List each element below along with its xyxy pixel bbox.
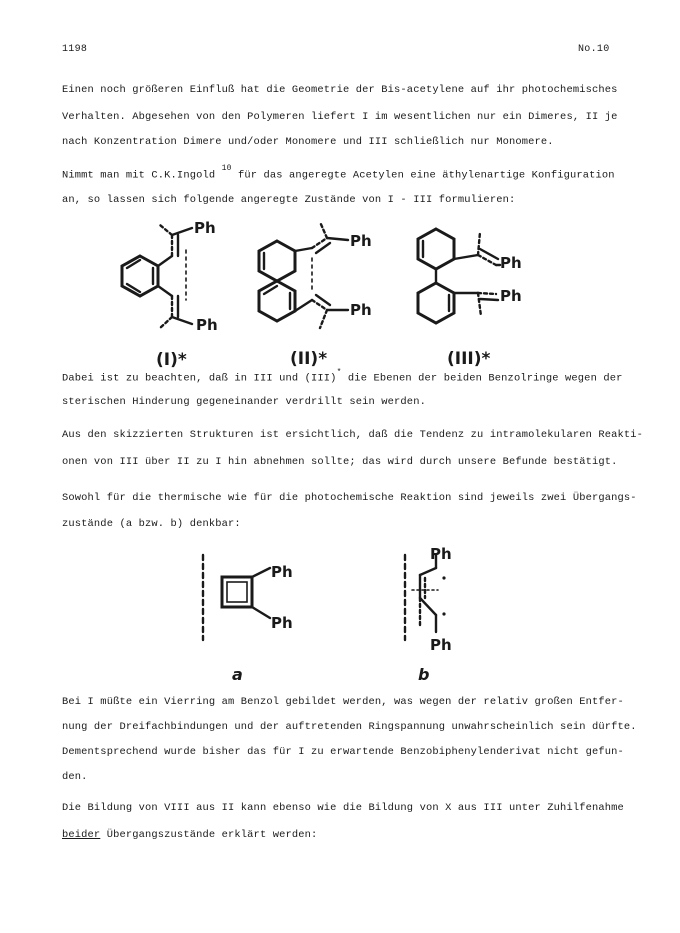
paragraph-3-text-a: Dabei ist zu beachten, daß in III und (III): [62, 372, 337, 385]
ph-label: Ph: [500, 254, 522, 272]
paragraph-2-line-1: [62, 164, 622, 182]
paragraph-7-text-rest: Übergangszustände erklärt werden:: [100, 829, 318, 841]
ph-label: Ph: [194, 219, 216, 237]
structure-label-II: (II)*: [290, 349, 328, 369]
page-number: 1198: [62, 44, 88, 55]
paragraph-3-line-2: sterischen Hinderung gegeneinander verdrillt sein werden.: [62, 396, 426, 408]
paragraph-5-line-1: Sowohl für die thermische wie für die photochemische Reaktion sind jeweils zwei Übergangs-: [62, 492, 637, 504]
paragraph-7-line-1: Die Bildung von VIII aus II kann ebenso wie die Bildung von X aus III unter Zuhilfenahme: [62, 802, 624, 814]
transition-state-a: [203, 555, 270, 640]
structure-I: [122, 225, 192, 328]
asterisk-superscript: *: [336, 368, 342, 377]
paragraph-5-line-2: zustände (a bzw. b) denkbar:: [62, 518, 241, 530]
paragraph-6-line-2: nung der Dreifachbindungen und der auftretenden Ringspannung unwahrscheinlich sein dürfte.: [62, 721, 637, 733]
underlined-word: beider: [62, 829, 101, 841]
structure-II: [259, 222, 348, 328]
paragraph-1-line-3: nach Konzentration Dimere und/oder Monomere und III schließlich nur Monomere.: [62, 136, 554, 148]
paragraph-1-line-2: Verhalten. Abgesehen von den Polymeren liefert I im wesentlichen nur ein Dimeres, II je: [62, 111, 618, 123]
ph-label: Ph: [430, 636, 452, 654]
structure-label-I: (I)*: [156, 350, 187, 370]
issue-number: No.10: [578, 44, 610, 55]
structure-label-b: b: [418, 665, 430, 684]
paragraph-1-line-1: Einen noch größeren Einfluß hat die Geometrie der Bis-acetylene auf ihr photochemisches: [62, 84, 618, 96]
paragraph-7-line-2: [62, 829, 622, 841]
ph-label: Ph: [350, 232, 372, 250]
paragraph-2-line-2: an, so lassen sich folgende angeregte Zustände von I - III formulieren:: [62, 194, 516, 206]
paragraph-2-text-a: Nimmt man mit C.K.Ingold: [62, 169, 216, 182]
ph-label: Ph: [500, 287, 522, 305]
paragraph-6-line-4: den.: [62, 771, 88, 783]
ph-label: Ph: [271, 614, 293, 632]
transition-state-b: [405, 555, 438, 640]
paragraph-6-line-3: Dementsprechend wurde bisher das für I zu erwartende Benzobiphenylenderivat nicht gefun-: [62, 746, 624, 758]
ph-label: Ph: [196, 316, 218, 334]
ph-label: Ph: [350, 301, 372, 319]
ph-label: Ph: [430, 545, 452, 563]
paragraph-6-line-1: Bei I müßte ein Vierring am Benzol gebildet werden, was wegen der relativ großen Entfer-: [62, 696, 624, 708]
structure-III: [418, 229, 500, 323]
paragraph-4-line-2: onen von III über II zu I hin abnehmen sollte; das wird durch unsere Befunde bestätigt.: [62, 456, 618, 468]
paragraph-3-line-1: [62, 370, 622, 384]
paragraph-4-line-1: Aus den skizzierten Strukturen ist ersichtlich, daß die Tendenz zu intramolekularen Reakti-: [62, 429, 644, 441]
structure-label-a: a: [232, 665, 243, 684]
structure-label-III: (III)*: [447, 349, 491, 369]
paragraph-2-text-b: für das angeregte Acetylen eine äthylenartige Konfiguration: [237, 169, 615, 182]
ph-label: Ph: [271, 563, 293, 581]
paragraph-3-text-b: die Ebenen der beiden Benzolringe wegen der: [347, 372, 623, 385]
reference-superscript: 10: [221, 164, 232, 173]
